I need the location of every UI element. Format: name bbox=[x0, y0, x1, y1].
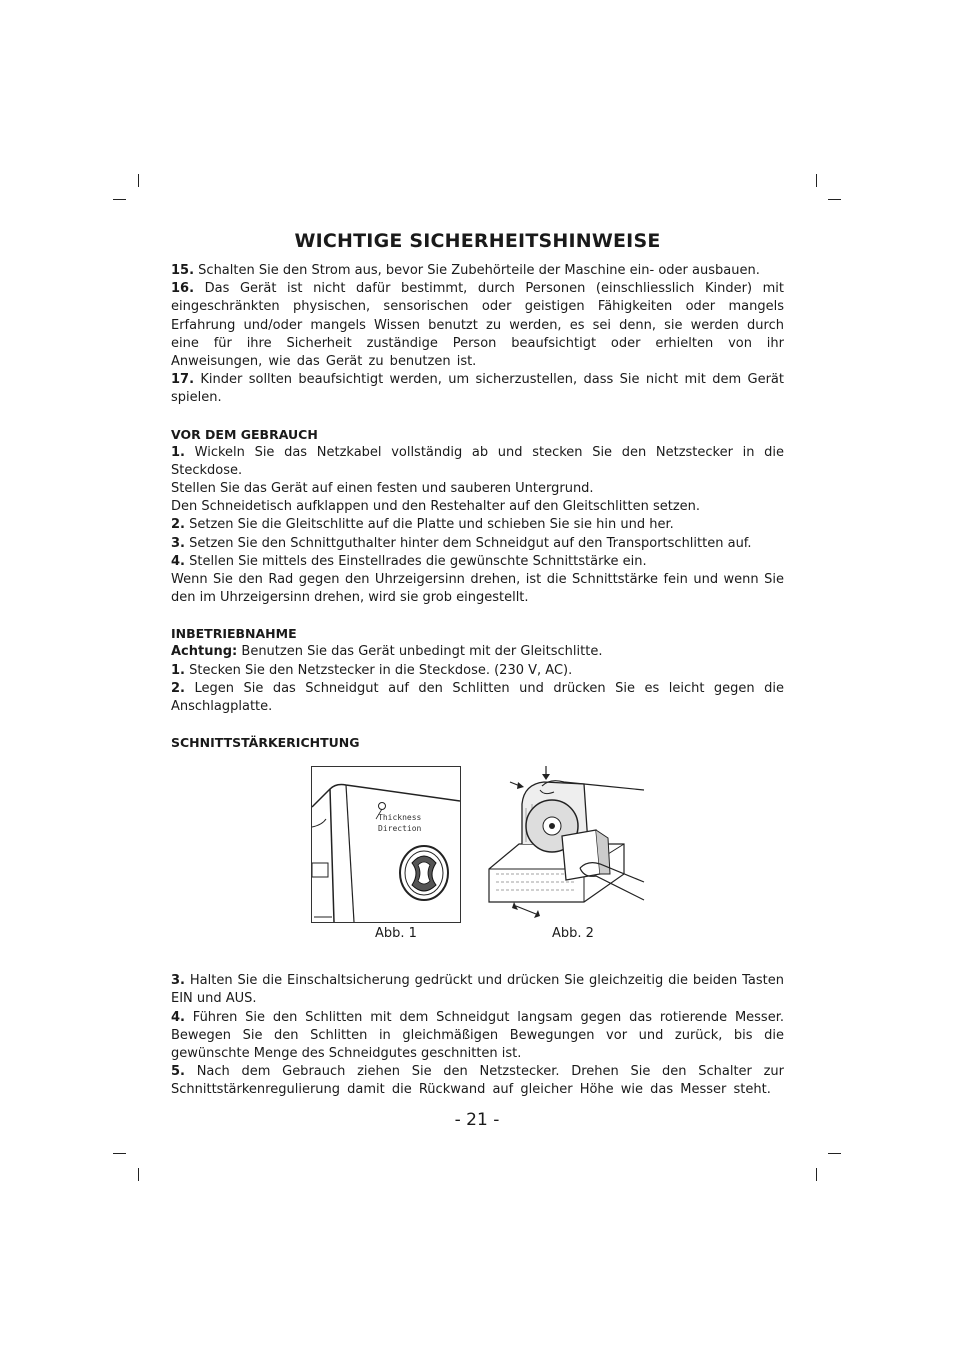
item-text: Wenn Sie den Rad gegen den Uhrzeigersinn drehen, ist die Schnittstärke fein und wenn Sie den im Uhrzeigersinn drehen, wird sie grob eingestellt. bbox=[171, 572, 784, 606]
section-heading-inbetriebnahme: INBETRIEBNAHME bbox=[171, 626, 297, 642]
figure-1-thickness-dial bbox=[311, 766, 461, 923]
list-item bbox=[171, 680, 784, 716]
item-text: Setzen Sie den Schnittguthalter hinter dem Schneidgut auf den Transportschlitten auf. bbox=[189, 535, 752, 551]
item-number: 1. bbox=[171, 444, 185, 460]
figure-2-caption: Abb. 2 bbox=[552, 926, 594, 942]
item-number: 5. bbox=[171, 1064, 185, 1080]
list-item bbox=[171, 444, 784, 480]
inbetriebnahme-list bbox=[171, 643, 784, 716]
item-text: Den Schneidetisch aufklappen und den Restehalter auf den Gleitschlitten setzen. bbox=[171, 499, 701, 515]
item-text: Wickeln Sie das Netzkabel vollständig ab und stecken Sie den Netzstecker in die Steckdose. bbox=[171, 444, 784, 478]
dial-illustration bbox=[312, 767, 460, 922]
crop-mark-top-right bbox=[816, 174, 817, 187]
list-item bbox=[171, 972, 784, 1008]
list-item bbox=[171, 643, 784, 661]
item-text: Stecken Sie den Netzstecker in die Steckdose. (230 V, AC). bbox=[189, 662, 573, 678]
section-heading-vor-dem-gebrauch: VOR DEM GEBRAUCH bbox=[171, 426, 318, 442]
crop-mark-bottom-left-h bbox=[113, 1153, 126, 1154]
list-item bbox=[171, 662, 784, 680]
item-text: Das Gerät ist nicht dafür bestimmt, durch Personen (einschliesslich Kinder) mit eingeschränkten physischen, sensorischen oder geistigen Fähigkeiten oder mangels Erfahrung und/oder mangels Wissen benutzt zu werden, es sei denn, sie werden durch eine für ihre Sicherheit zuständige Person beaufsichtigt oder erhielten von ihr Anweisungen, wie das Gerät zu benutzen ist. bbox=[171, 281, 784, 370]
item-text: Führen Sie den Schlitten mit dem Schneidgut langsam gegen das rotierende Messer. Bewegen Sie den Schlitten in gleichmäßigen Bewegungen vor und zurück, bis die gewünschte Menge des Schneidgutes geschnitten ist. bbox=[171, 1009, 784, 1062]
list-item bbox=[171, 498, 784, 516]
item-number: 2. bbox=[171, 517, 185, 533]
page-number: - 21 - bbox=[454, 1110, 500, 1130]
figure-2-slicer-usage bbox=[484, 764, 649, 924]
item-number: 16. bbox=[171, 281, 195, 297]
item-text: Benutzen Sie das Gerät unbedingt mit der Gleitschlitte. bbox=[241, 644, 603, 660]
slicer-illustration bbox=[484, 764, 649, 924]
item-text: Nach dem Gebrauch ziehen Sie den Netzstecker. Drehen Sie den Schalter zur Schnittstärkenregulierung damit die Rückwand auf gleicher Höhe wie das Messer steht. bbox=[171, 1064, 784, 1098]
page-content bbox=[171, 230, 784, 1100]
figures bbox=[171, 766, 784, 966]
item-number: 1. bbox=[171, 662, 185, 678]
crop-mark-top-left-h bbox=[113, 199, 126, 200]
intro-item-17 bbox=[171, 371, 784, 407]
list-item bbox=[171, 516, 784, 534]
schnittstaerke-list bbox=[171, 972, 784, 1099]
page-title: WICHTIGE SICHERHEITSHINWEISE bbox=[294, 230, 661, 252]
list-item bbox=[171, 480, 784, 498]
list-item bbox=[171, 571, 784, 607]
list-item bbox=[171, 1009, 784, 1064]
item-number: 4. bbox=[171, 553, 185, 569]
item-number: 17. bbox=[171, 372, 195, 388]
item-text: Halten Sie die Einschaltsicherung gedrückt und drücken Sie gleichzeitig die beiden Tasten EIN und AUS. bbox=[171, 973, 784, 1007]
item-number: 3. bbox=[171, 973, 185, 989]
item-text: Setzen Sie die Gleitschlitte auf die Platte und schieben Sie sie hin und her. bbox=[189, 517, 674, 533]
item-number: 15. bbox=[171, 263, 195, 278]
item-text: Kinder sollten beaufsichtigt werden, um sicherzustellen, dass Sie nicht mit dem Gerät spielen. bbox=[171, 372, 784, 406]
intro-item-16 bbox=[171, 280, 784, 371]
intro-item-15 bbox=[171, 262, 784, 280]
item-text: Legen Sie das Schneidgut auf den Schlitten und drücken Sie es leicht gegen die Anschlagplatte. bbox=[171, 680, 784, 715]
vor-dem-gebrauch-list bbox=[171, 444, 784, 608]
list-item bbox=[171, 1063, 784, 1099]
figure-1-caption: Abb. 1 bbox=[375, 926, 417, 942]
item-number: Achtung: bbox=[171, 644, 238, 660]
item-text: Stellen Sie mittels des Einstellrades die gewünschte Schnittstärke ein. bbox=[189, 553, 647, 569]
item-text: Stellen Sie das Gerät auf einen festen und sauberen Untergrund. bbox=[171, 481, 594, 497]
direction-label: Direction bbox=[378, 824, 422, 834]
item-text: Schalten Sie den Strom aus, bevor Sie Zubehörteile der Maschine ein- oder ausbauen. bbox=[198, 263, 760, 278]
item-number: 3. bbox=[171, 535, 185, 551]
section-heading-schnittstaerke: SCHNITTSTÄRKERICHTUNG bbox=[171, 735, 360, 751]
crop-mark-bottom-right-h bbox=[828, 1153, 841, 1154]
list-item bbox=[171, 535, 784, 553]
item-number: 4. bbox=[171, 1009, 185, 1025]
item-number: 2. bbox=[171, 680, 185, 696]
intro-list bbox=[171, 262, 784, 408]
crop-mark-bottom-right bbox=[816, 1168, 817, 1181]
list-item bbox=[171, 553, 784, 571]
crop-mark-top-left bbox=[138, 174, 139, 187]
crop-mark-bottom-left bbox=[138, 1168, 139, 1181]
thickness-label: Thickness bbox=[378, 813, 422, 823]
crop-mark-top-right-h bbox=[828, 199, 841, 200]
